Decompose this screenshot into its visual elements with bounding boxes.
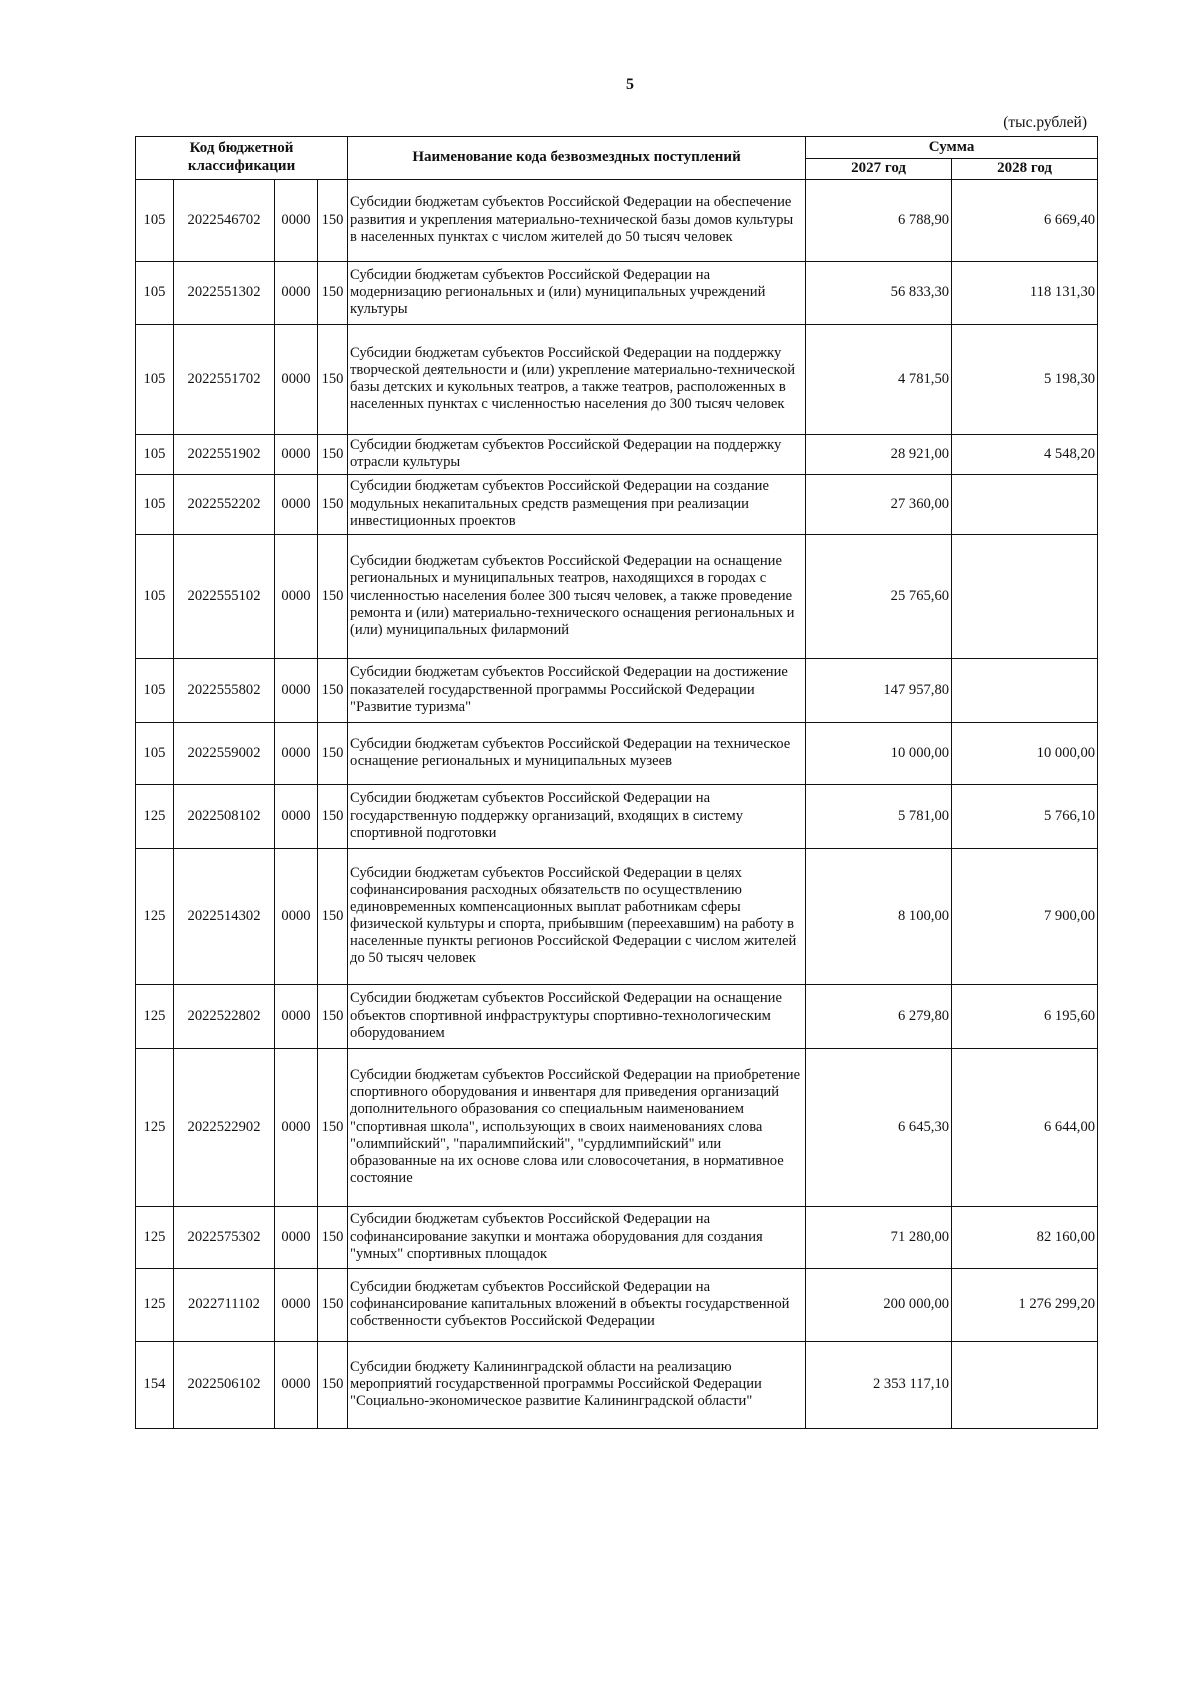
amount-2027-cell: 71 280,00	[806, 1206, 952, 1268]
amount-2027-cell: 6 645,30	[806, 1048, 952, 1206]
kbk-code-cell: 2022551302	[174, 261, 275, 324]
economic-code-cell: 150	[318, 784, 348, 848]
year-2027-header: 2027 год	[806, 159, 952, 180]
table-row	[136, 261, 1098, 324]
kbk-code-cell: 2022551902	[174, 434, 275, 474]
table-body	[136, 179, 1098, 1428]
table-row	[136, 179, 1098, 261]
kbk-code-cell: 2022522802	[174, 984, 275, 1048]
program-code-cell: 0000	[275, 1206, 318, 1268]
amount-2027-cell: 8 100,00	[806, 848, 952, 984]
admin-code-cell: 105	[136, 658, 174, 722]
amount-2028-cell	[952, 474, 1098, 534]
amount-2027-cell: 200 000,00	[806, 1268, 952, 1341]
code-header: Код бюджетной классификации	[136, 137, 348, 180]
income-name-cell: Субсидии бюджетам субъектов Российской Федерации в целях софинансирования расходных обязательств по осуществлению единовременных компенсационных выплат работникам сферы физической культуры и спорта, прибывшим (переехавшим) на работу в населенные пункты регионов Российской Федерации с числом жителей до 50 тысяч человек	[348, 848, 806, 984]
program-code-cell: 0000	[275, 1048, 318, 1206]
table-row	[136, 848, 1098, 984]
admin-code-cell: 105	[136, 261, 174, 324]
kbk-code-cell: 2022506102	[174, 1341, 275, 1428]
program-code-cell: 0000	[275, 324, 318, 434]
economic-code-cell: 150	[318, 1048, 348, 1206]
units-label: (тыс.рублей)	[1003, 114, 1087, 131]
amount-2028-cell: 6 195,60	[952, 984, 1098, 1048]
sum-header: Сумма	[806, 137, 1098, 159]
program-code-cell: 0000	[275, 1341, 318, 1428]
table-row	[136, 984, 1098, 1048]
amount-2027-cell: 5 781,00	[806, 784, 952, 848]
budget-table	[135, 136, 1098, 1429]
amount-2027-cell: 10 000,00	[806, 722, 952, 784]
amount-2028-cell	[952, 534, 1098, 658]
kbk-code-cell: 2022522902	[174, 1048, 275, 1206]
economic-code-cell: 150	[318, 1341, 348, 1428]
economic-code-cell: 150	[318, 261, 348, 324]
economic-code-cell: 150	[318, 848, 348, 984]
program-code-cell: 0000	[275, 434, 318, 474]
kbk-code-cell: 2022559002	[174, 722, 275, 784]
amount-2028-cell: 6 644,00	[952, 1048, 1098, 1206]
income-name-cell: Субсидии бюджетам субъектов Российской Федерации на софинансирование закупки и монтажа оборудования для создания "умных" спортивных площадок	[348, 1206, 806, 1268]
table-row	[136, 474, 1098, 534]
kbk-code-cell: 2022555802	[174, 658, 275, 722]
income-name-cell: Субсидии бюджетам субъектов Российской Федерации на техническое оснащение региональных и муниципальных музеев	[348, 722, 806, 784]
kbk-code-cell: 2022508102	[174, 784, 275, 848]
name-header: Наименование кода безвозмездных поступлений	[348, 137, 806, 180]
program-code-cell: 0000	[275, 784, 318, 848]
program-code-cell: 0000	[275, 848, 318, 984]
table-row	[136, 784, 1098, 848]
program-code-cell: 0000	[275, 179, 318, 261]
page-number: 5	[626, 76, 634, 93]
amount-2028-cell: 10 000,00	[952, 722, 1098, 784]
amount-2028-cell: 1 276 299,20	[952, 1268, 1098, 1341]
amount-2028-cell: 82 160,00	[952, 1206, 1098, 1268]
income-name-cell: Субсидии бюджетам субъектов Российской Федерации на создание модульных некапитальных средств размещения при реализации инвестиционных проектов	[348, 474, 806, 534]
admin-code-cell: 154	[136, 1341, 174, 1428]
table-row	[136, 324, 1098, 434]
program-code-cell: 0000	[275, 534, 318, 658]
admin-code-cell: 125	[136, 984, 174, 1048]
amount-2027-cell: 6 788,90	[806, 179, 952, 261]
amount-2027-cell: 147 957,80	[806, 658, 952, 722]
table-row	[136, 722, 1098, 784]
kbk-code-cell: 2022514302	[174, 848, 275, 984]
economic-code-cell: 150	[318, 1268, 348, 1341]
amount-2027-cell: 28 921,00	[806, 434, 952, 474]
economic-code-cell: 150	[318, 534, 348, 658]
table-row	[136, 434, 1098, 474]
amount-2028-cell: 5 198,30	[952, 324, 1098, 434]
table-row	[136, 1341, 1098, 1428]
year-2028-header: 2028 год	[952, 159, 1098, 180]
income-name-cell: Субсидии бюджетам субъектов Российской Федерации на государственную поддержку организаций, входящих в систему спортивной подготовки	[348, 784, 806, 848]
program-code-cell: 0000	[275, 474, 318, 534]
kbk-code-cell: 2022546702	[174, 179, 275, 261]
income-name-cell: Субсидии бюджетам субъектов Российской Федерации на поддержку творческой деятельности и (или) укрепление материально-технической базы детских и кукольных театров, а также театров, расположенных в населенных пунктах с численностью населения до 300 тысяч человек	[348, 324, 806, 434]
table-row	[136, 1206, 1098, 1268]
economic-code-cell: 150	[318, 324, 348, 434]
income-name-cell: Субсидии бюджетам субъектов Российской Федерации на оснащение региональных и муниципальных театров, находящихся в городах с численностью населения более 300 тысяч человек, а также проведение ремонта и (или) материально-технического оснащения региональных и (или) муниципальных филармоний	[348, 534, 806, 658]
economic-code-cell: 150	[318, 474, 348, 534]
income-name-cell: Субсидии бюджетам субъектов Российской Федерации на софинансирование капитальных вложений в объекты государственной собственности субъектов Российской Федерации	[348, 1268, 806, 1341]
amount-2028-cell: 118 131,30	[952, 261, 1098, 324]
table-row	[136, 658, 1098, 722]
admin-code-cell: 105	[136, 434, 174, 474]
economic-code-cell: 150	[318, 1206, 348, 1268]
table-row	[136, 534, 1098, 658]
admin-code-cell: 125	[136, 848, 174, 984]
admin-code-cell: 125	[136, 784, 174, 848]
table-row	[136, 1268, 1098, 1341]
table-row	[136, 1048, 1098, 1206]
table-header	[136, 137, 1098, 180]
admin-code-cell: 105	[136, 324, 174, 434]
kbk-code-cell: 2022711102	[174, 1268, 275, 1341]
income-name-cell: Субсидии бюджетам субъектов Российской Федерации на модернизацию региональных и (или) муниципальных учреждений культуры	[348, 261, 806, 324]
amount-2027-cell: 4 781,50	[806, 324, 952, 434]
program-code-cell: 0000	[275, 658, 318, 722]
amount-2028-cell: 7 900,00	[952, 848, 1098, 984]
amount-2028-cell: 4 548,20	[952, 434, 1098, 474]
program-code-cell: 0000	[275, 984, 318, 1048]
admin-code-cell: 105	[136, 722, 174, 784]
admin-code-cell: 125	[136, 1048, 174, 1206]
kbk-code-cell: 2022552202	[174, 474, 275, 534]
income-name-cell: Субсидии бюджетам субъектов Российской Федерации на достижение показателей государственной программы Российской Федерации "Развитие туризма"	[348, 658, 806, 722]
program-code-cell: 0000	[275, 261, 318, 324]
amount-2027-cell: 27 360,00	[806, 474, 952, 534]
economic-code-cell: 150	[318, 434, 348, 474]
income-name-cell: Субсидии бюджетам субъектов Российской Федерации на оснащение объектов спортивной инфраструктуры спортивно-технологическим оборудованием	[348, 984, 806, 1048]
amount-2027-cell: 25 765,60	[806, 534, 952, 658]
admin-code-cell: 105	[136, 534, 174, 658]
income-name-cell: Субсидии бюджетам субъектов Российской Федерации на поддержку отрасли культуры	[348, 434, 806, 474]
admin-code-cell: 125	[136, 1206, 174, 1268]
economic-code-cell: 150	[318, 179, 348, 261]
kbk-code-cell: 2022555102	[174, 534, 275, 658]
program-code-cell: 0000	[275, 722, 318, 784]
income-name-cell: Субсидии бюджетам субъектов Российской Федерации на приобретение спортивного оборудования и инвентаря для приведения организаций дополнительного образования со специальным наименованием "спортивная школа", использующих в своих наименованиях слова "олимпийский", "паралимпийский", "сурдлимпийский" или образованные на их основе слова или словосочетания, в нормативное состояние	[348, 1048, 806, 1206]
income-name-cell: Субсидии бюджету Калининградской области на реализацию мероприятий государственной программы Российской Федерации "Социально-экономическое развитие Калининградской области"	[348, 1341, 806, 1428]
economic-code-cell: 150	[318, 658, 348, 722]
amount-2027-cell: 2 353 117,10	[806, 1341, 952, 1428]
amount-2028-cell: 6 669,40	[952, 179, 1098, 261]
economic-code-cell: 150	[318, 984, 348, 1048]
income-name-cell: Субсидии бюджетам субъектов Российской Федерации на обеспечение развития и укрепления материально-технической базы домов культуры в населенных пунктах с числом жителей до 50 тысяч человек	[348, 179, 806, 261]
admin-code-cell: 105	[136, 179, 174, 261]
amount-2027-cell: 6 279,80	[806, 984, 952, 1048]
admin-code-cell: 105	[136, 474, 174, 534]
amount-2028-cell: 5 766,10	[952, 784, 1098, 848]
admin-code-cell: 125	[136, 1268, 174, 1341]
economic-code-cell: 150	[318, 722, 348, 784]
kbk-code-cell: 2022575302	[174, 1206, 275, 1268]
amount-2027-cell: 56 833,30	[806, 261, 952, 324]
amount-2028-cell	[952, 658, 1098, 722]
amount-2028-cell	[952, 1341, 1098, 1428]
kbk-code-cell: 2022551702	[174, 324, 275, 434]
program-code-cell: 0000	[275, 1268, 318, 1341]
